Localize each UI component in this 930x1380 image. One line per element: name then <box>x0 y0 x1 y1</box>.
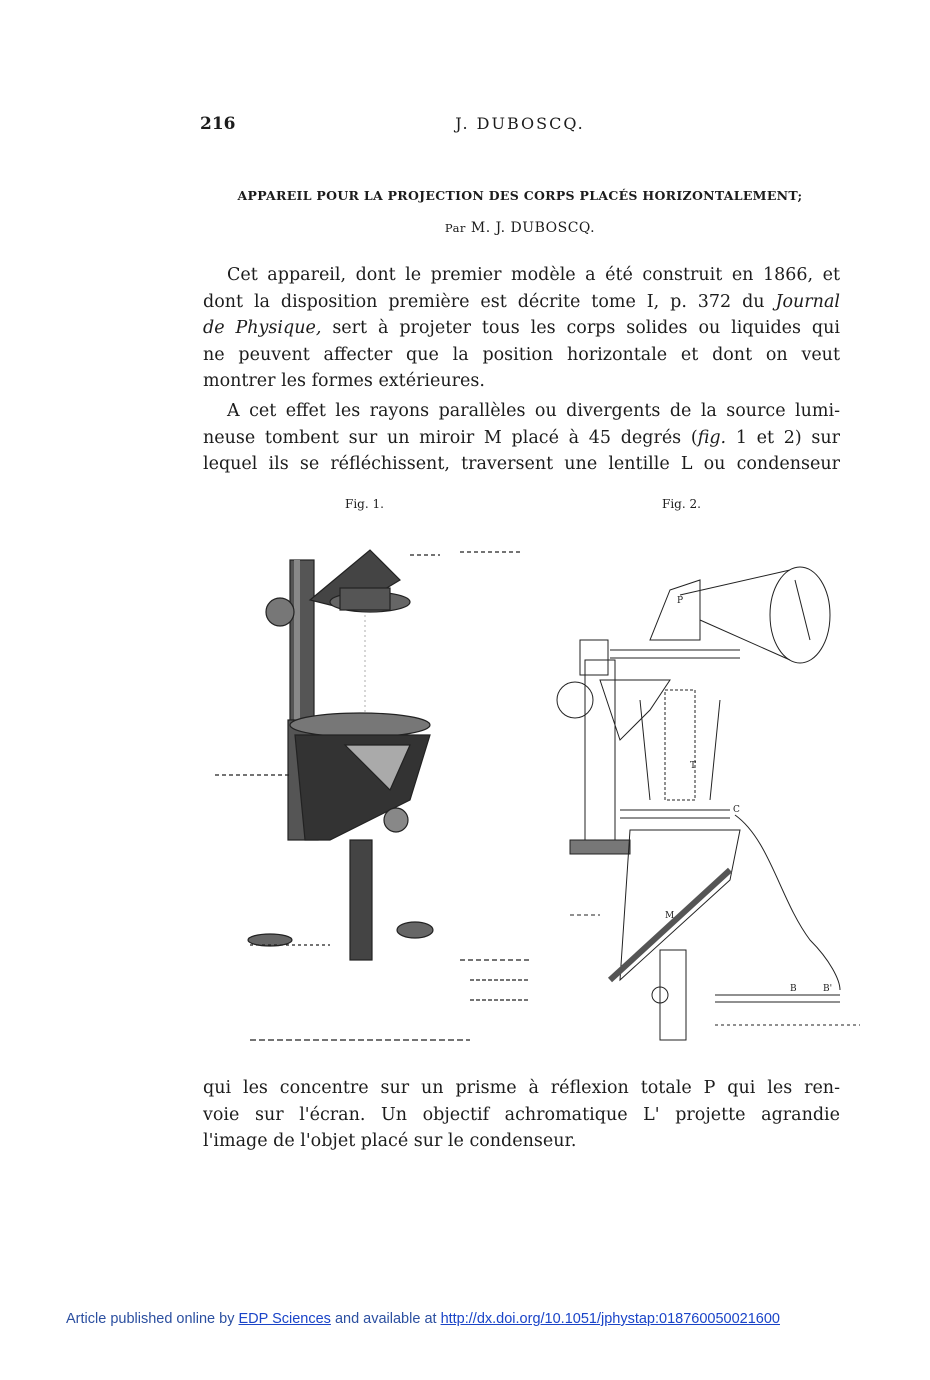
doi-link[interactable]: http://dx.doi.org/10.1051/jphystap:018760050021600 <box>440 1311 780 1327</box>
figure-1-apparatus-illustration <box>210 540 550 1060</box>
article-byline <box>200 220 840 236</box>
paragraph-1-line: Cet appareil, dont le premier modèle a été construit en 1866, et <box>227 265 840 285</box>
footer-middle: and available at <box>334 1311 437 1327</box>
paragraph-1 <box>203 262 840 395</box>
fig2-letter-m: M <box>665 911 675 921</box>
fig2-letter-c: C <box>733 805 740 815</box>
paragraph-1-line: dont la disposition première est décrite tome I, p. 372 du Journal <box>203 291 840 312</box>
byline-prefix: Par <box>444 221 466 235</box>
fig-ref: fig. <box>697 427 727 448</box>
figure-2-caption: Fig. 2. <box>662 497 701 511</box>
footer-prefix: Article published online by <box>66 1311 235 1327</box>
paragraph-2-line: A cet effet les rayons parallèles ou divergents de la source lumi- <box>227 401 840 421</box>
fig2-letter-b: B <box>790 984 797 994</box>
publication-footer <box>66 1311 780 1327</box>
paragraph-2-line: neuse tombent sur un miroir M placé à 45 degrés (fig. 1 et 2) sur <box>203 427 840 448</box>
publisher-link[interactable]: EDP Sciences <box>238 1311 331 1327</box>
page-header <box>200 114 840 138</box>
paragraph-2 <box>203 398 840 478</box>
paragraph-3-line: l'image de l'objet placé sur le condenseur. <box>203 1131 577 1151</box>
byline-author: M. J. DUBOSCQ. <box>470 220 596 236</box>
paragraph-3-line: qui les concentre sur un prisme à réflexion totale P qui les ren- <box>203 1078 840 1098</box>
paragraph-1-line: de Physique, sert à projeter tous les corps solides ou liquides qui <box>203 318 840 338</box>
article-title: APPAREIL POUR LA PROJECTION DES CORPS PLACÉS HORIZONTALEMENT; <box>237 188 803 203</box>
figure-2-section-diagram <box>540 540 860 1060</box>
figure-1-caption: Fig. 1. <box>345 497 384 511</box>
paragraph-1-line: ne peuvent affecter que la position horizontale et dont on veut <box>203 344 840 365</box>
paragraph-2-line: lequel ils se réfléchissent, traversent une lentille L ou condenseur <box>203 454 840 474</box>
paragraph-3-line: voie sur l'écran. Un objectif achromatique L' projette agrandie <box>203 1104 840 1125</box>
page-number: 216 <box>200 114 236 134</box>
fig2-letter-b-prime: B' <box>823 984 833 994</box>
fig2-letter-p: P <box>677 596 684 606</box>
journal-name: Journal <box>775 291 840 312</box>
running-head: J. DUBOSCQ. <box>455 114 585 133</box>
fig2-letter-t: T <box>690 761 697 771</box>
paragraph-1-line: montrer les formes extérieures. <box>203 371 485 391</box>
journal-name-cont: de Physique, <box>203 318 322 338</box>
paragraph-3 <box>203 1075 840 1155</box>
